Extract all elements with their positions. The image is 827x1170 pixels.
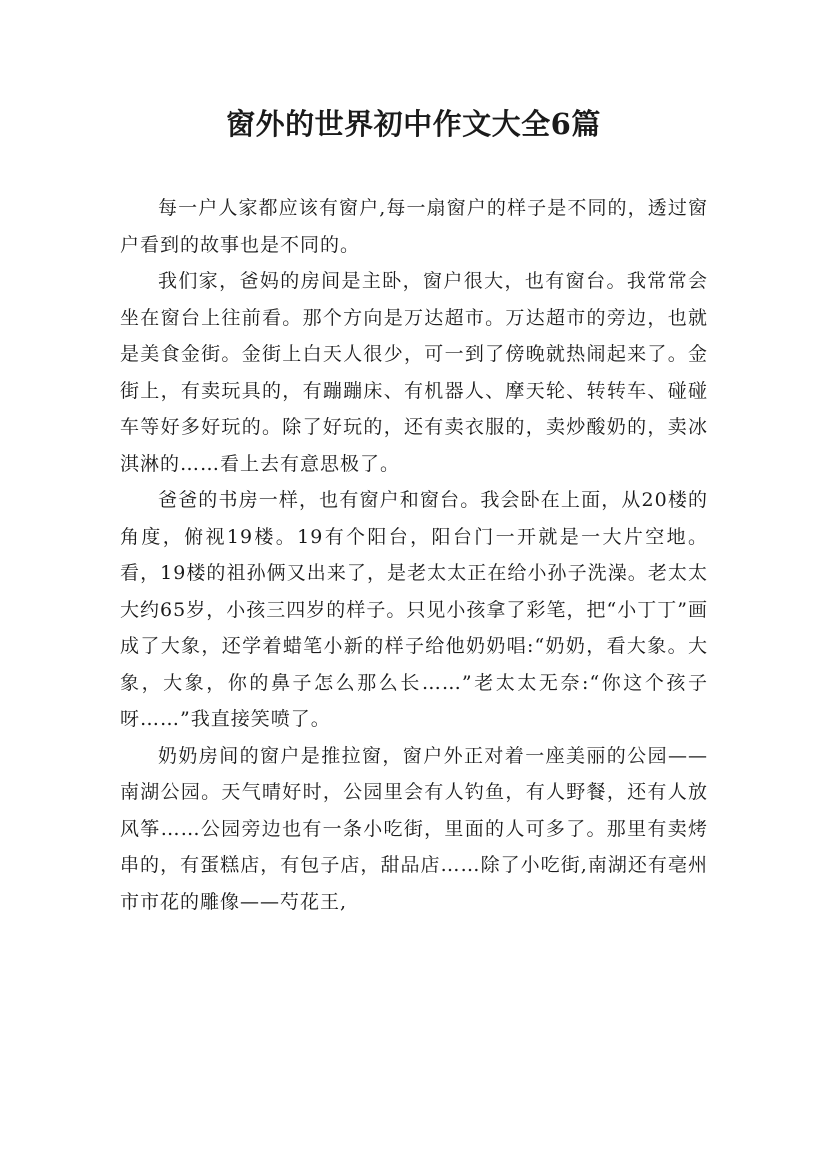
page-title: 窗外的世界初中作文大全6篇 <box>226 107 601 141</box>
paragraph-3: 爸爸的书房一样，也有窗户和窗台。我会卧在上面，从20楼的角度，俯视19楼。19有个阳台，阳台门一开就是一大片空地。看，19楼的祖孙俩又出来了，是老太太正在给小孙子洗澡。老太太大约65岁，小孩三四岁的样子。只见小孩拿了彩笔，把“小丁丁”画成了大象，还学着蜡笔小新的样子给他奶奶唱:“奶奶，看大象。大象，大象，你的鼻子怎么那么长……”老太太无奈:“你这个孩子呀……”我直接笑喷了。 <box>120 489 708 730</box>
paragraph-1: 每一户人家都应该有窗户,每一扇窗户的样子是不同的，透过窗户看到的故事也是不同的。 <box>120 197 708 256</box>
article-body <box>120 190 708 920</box>
paragraph-4: 奶奶房间的窗户是推拉窗，窗户外正对着一座美丽的公园——南湖公园。天气晴好时，公园里会有人钓鱼，有人野餐，还有人放风筝……公园旁边也有一条小吃街，里面的人可多了。那里有卖烤串的，有蛋糕店，有包子店，甜品店……除了小吃街,南湖还有亳州市市花的雕像——芍花王, <box>120 744 708 913</box>
paragraph-2: 我们家，爸妈的房间是主卧，窗户很大，也有窗台。我常常会坐在窗台上往前看。那个方向是万达超市。万达超市的旁边，也就是美食金街。金街上白天人很少，可一到了傍晚就热闹起来了。金街上，有卖玩具的，有蹦蹦床、有机器人、摩天轮、转转车、碰碰车等好多好玩的。除了好玩的，还有卖衣服的，卖炒酸奶的，卖冰淇淋的……看上去有意思极了。 <box>120 270 708 475</box>
